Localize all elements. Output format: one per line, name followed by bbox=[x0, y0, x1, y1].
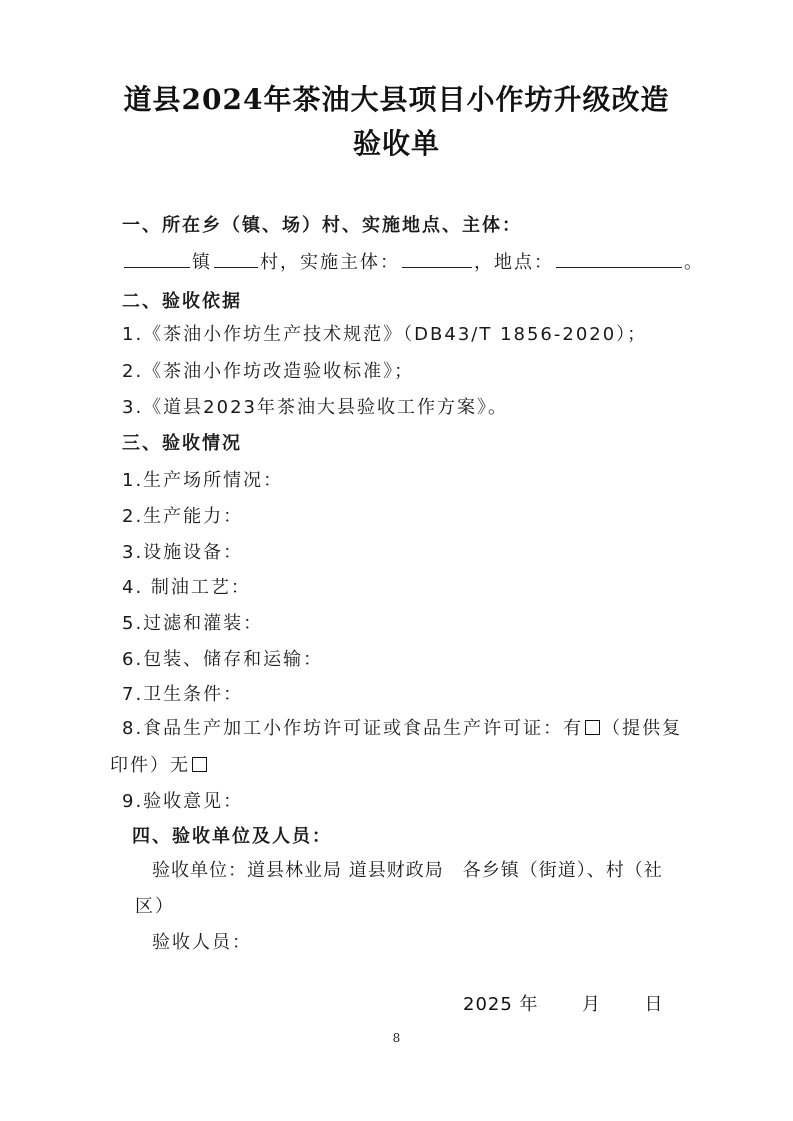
section4-heading: 四、验收单位及人员： bbox=[132, 826, 332, 847]
inspection-item: 4. 制油工艺： bbox=[122, 577, 251, 598]
section1-heading: 一、所在乡（镇、场）村、实施地点、主体： bbox=[122, 215, 522, 236]
town-suffix: 镇 bbox=[192, 252, 212, 273]
section1-end-mark: 。 bbox=[684, 252, 704, 273]
license-yes-checkbox[interactable] bbox=[585, 720, 600, 735]
village-blank bbox=[214, 249, 258, 268]
village-suffix: 村，实施主体： bbox=[260, 252, 400, 273]
document-title: 道县2024年茶油大县项目小作坊升级改造 bbox=[123, 83, 670, 116]
license-item-line2: 印件）无 bbox=[110, 755, 190, 776]
page-number: 8 bbox=[392, 1031, 401, 1045]
section2-heading: 二、验收依据 bbox=[122, 291, 242, 312]
date-line bbox=[463, 990, 663, 1016]
inspection-item: 1.生产场所情况： bbox=[122, 470, 284, 491]
inspection-item: 2.生产能力： bbox=[122, 506, 244, 527]
acceptance-personnel: 验收人员： bbox=[152, 932, 252, 953]
section3-heading: 三、验收情况 bbox=[122, 433, 242, 454]
section1-fill-line bbox=[122, 248, 704, 274]
acceptance-opinion: 9.验收意见： bbox=[122, 791, 244, 812]
basis-item: 2.《茶油小作坊改造验收标准》； bbox=[122, 361, 415, 382]
document-subtitle: 验收单 bbox=[352, 127, 440, 160]
inspection-item: 7.卫生条件： bbox=[122, 684, 244, 705]
inspection-item: 5.过滤和灌装： bbox=[122, 613, 264, 634]
town-blank bbox=[124, 249, 190, 268]
license-item-prefix: 8.食品生产加工小作坊许可证或食品生产许可证：有 bbox=[122, 718, 584, 739]
date-month: 月 bbox=[582, 994, 601, 1015]
location-label: ，地点： bbox=[474, 252, 554, 273]
license-no-checkbox[interactable] bbox=[192, 757, 207, 772]
inspection-item: 3.设施设备： bbox=[122, 542, 244, 563]
basis-item: 1.《茶油小作坊生产技术规范》（DB43/T 1856-2020）； bbox=[122, 324, 648, 345]
acceptance-units: 验收单位：道县林业局 道县财政局 各乡镇（街道）、村（社 bbox=[152, 860, 663, 881]
license-item-mid: （提供复 bbox=[602, 718, 683, 739]
date-day: 日 bbox=[644, 994, 664, 1015]
date-year: 2025 年 bbox=[463, 994, 539, 1015]
acceptance-units-continued: 区） bbox=[135, 896, 175, 917]
location-blank bbox=[556, 249, 682, 268]
inspection-item: 6.包装、储存和运输： bbox=[122, 649, 324, 670]
license-item bbox=[122, 714, 682, 740]
basis-item: 3.《道县2023年茶油大县验收工作方案》。 bbox=[122, 397, 508, 418]
subject-blank bbox=[402, 249, 472, 268]
license-item-continued bbox=[110, 751, 209, 777]
